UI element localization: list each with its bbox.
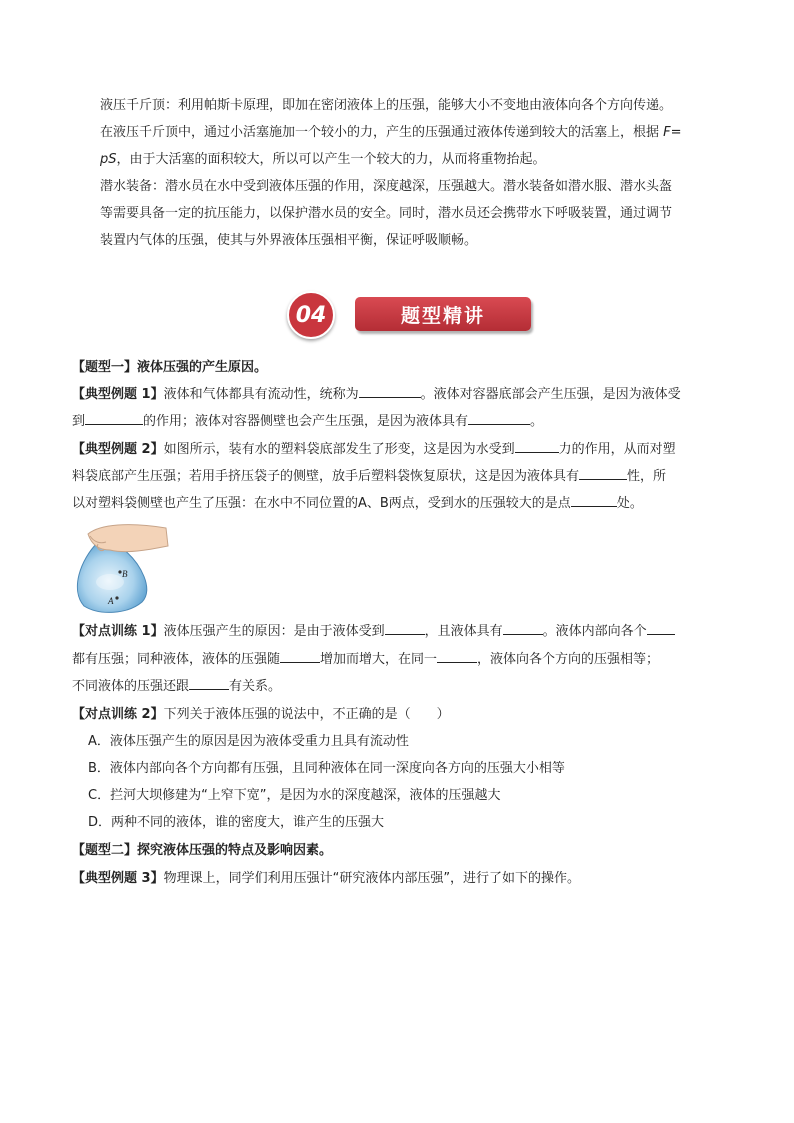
example2-line-1: 【典型例题 2】如图所示，装有水的塑料袋底部发生了形变，这是因为水受到 力的作用，从而对塑 <box>72 436 726 463</box>
intro-line-2: 在液压千斤顶中，通过小活塞施加一个较小的力，产生的压强通过液体传递到较大的活塞上，根据 F= <box>100 125 682 140</box>
training1-line-1: 【对点训练 1】液体压强产生的原因：是由于液体受到 ，且液体具有 。液体内部向各个 <box>72 618 726 645</box>
answer-blank[interactable] <box>85 410 143 425</box>
point-b-label: B <box>122 569 128 579</box>
intro-line-3: pS，由于大活塞的面积较大，所以可以产生一个较大的力，从而将重物抬起。 <box>100 152 546 167</box>
option-d[interactable]: D．两种不同的液体，谁的密度大，谁产生的压强大 <box>88 815 385 830</box>
type2-heading: 【题型二】探究液体压强的特点及影响因素。 <box>72 843 333 858</box>
training2-stem: 【对点训练 2】下列关于液体压强的说法中，不正确的是（ ） <box>72 707 450 722</box>
training1-line-2: 都有压强；同种液体，液体的压强随 增加而增大，在同一 ，液体向各个方向的压强相等； <box>72 646 726 673</box>
option-c[interactable]: C．拦河大坝修建为“上窄下宽”，是因为水的深度越深，液体的压强越大 <box>88 788 501 803</box>
answer-blank[interactable] <box>647 620 675 635</box>
answer-blank[interactable] <box>571 492 617 507</box>
water-bag-illustration <box>70 520 170 616</box>
example2-line-2: 料袋底部产生压强；若用手挤压袋子的侧壁，放手后塑料袋恢复原状，这是因为液体具有 性，所 <box>72 463 726 490</box>
answer-blank[interactable] <box>280 648 320 663</box>
section-number-badge: 04 <box>287 291 335 339</box>
type1-heading: 【题型一】液体压强的产生原因。 <box>72 360 268 375</box>
example1-line-1: 【典型例题 1】液体和气体都具有流动性，统称为 。液体对容器底部会产生压强，是因为液体受 <box>72 381 726 408</box>
intro-line-6: 装置内气体的压强，使其与外界液体压强相平衡，保证呼吸顺畅。 <box>100 233 478 248</box>
training1-line-3: 不同液体的压强还跟 有关系。 <box>72 673 726 700</box>
answer-blank[interactable] <box>189 675 229 690</box>
option-a[interactable]: A．液体压强产生的原因是因为液体受重力且具有流动性 <box>88 734 409 749</box>
point-a-marker <box>115 596 118 599</box>
intro-line-1: 液压千斤顶：利用帕斯卡原理，即加在密闭液体上的压强，能够大小不变地由液体向各个方向传递。 <box>100 98 673 113</box>
intro-line-4: 潜水装备：潜水员在水中受到液体压强的作用，深度越深，压强越大。潜水装备如潜水服、潜水头盔 <box>100 179 673 194</box>
answer-blank[interactable] <box>503 620 543 635</box>
answer-blank[interactable] <box>579 465 627 480</box>
option-b[interactable]: B．液体内部向各个方向都有压强，且同种液体在同一深度向各方向的压强大小相等 <box>88 761 565 776</box>
answer-blank[interactable] <box>437 648 477 663</box>
example2-line-3: 以对塑料袋侧壁也产生了压强：在水中不同位置的A、B两点，受到水的压强较大的是点 处。 <box>72 490 726 517</box>
answer-blank[interactable] <box>468 410 530 425</box>
point-a-label: A <box>108 596 114 606</box>
section-banner <box>287 291 533 339</box>
example3-line-1: 【典型例题 3】物理课上，同学们利用压强计“研究液体内部压强”，进行了如下的操作。 <box>72 871 581 886</box>
answer-blank[interactable] <box>359 383 421 398</box>
intro-line-5: 等需要具备一定的抗压能力，以保护潜水员的安全。同时，潜水员还会携带水下呼吸装置，通过调节 <box>100 206 673 221</box>
section-title: 题型精讲 <box>355 297 531 331</box>
answer-blank[interactable] <box>385 620 425 635</box>
example1-line-2: 到 的作用；液体对容器侧壁也会产生压强，是因为液体具有 。 <box>72 408 726 435</box>
answer-blank[interactable] <box>515 438 559 453</box>
water-bag-figure <box>70 520 170 616</box>
